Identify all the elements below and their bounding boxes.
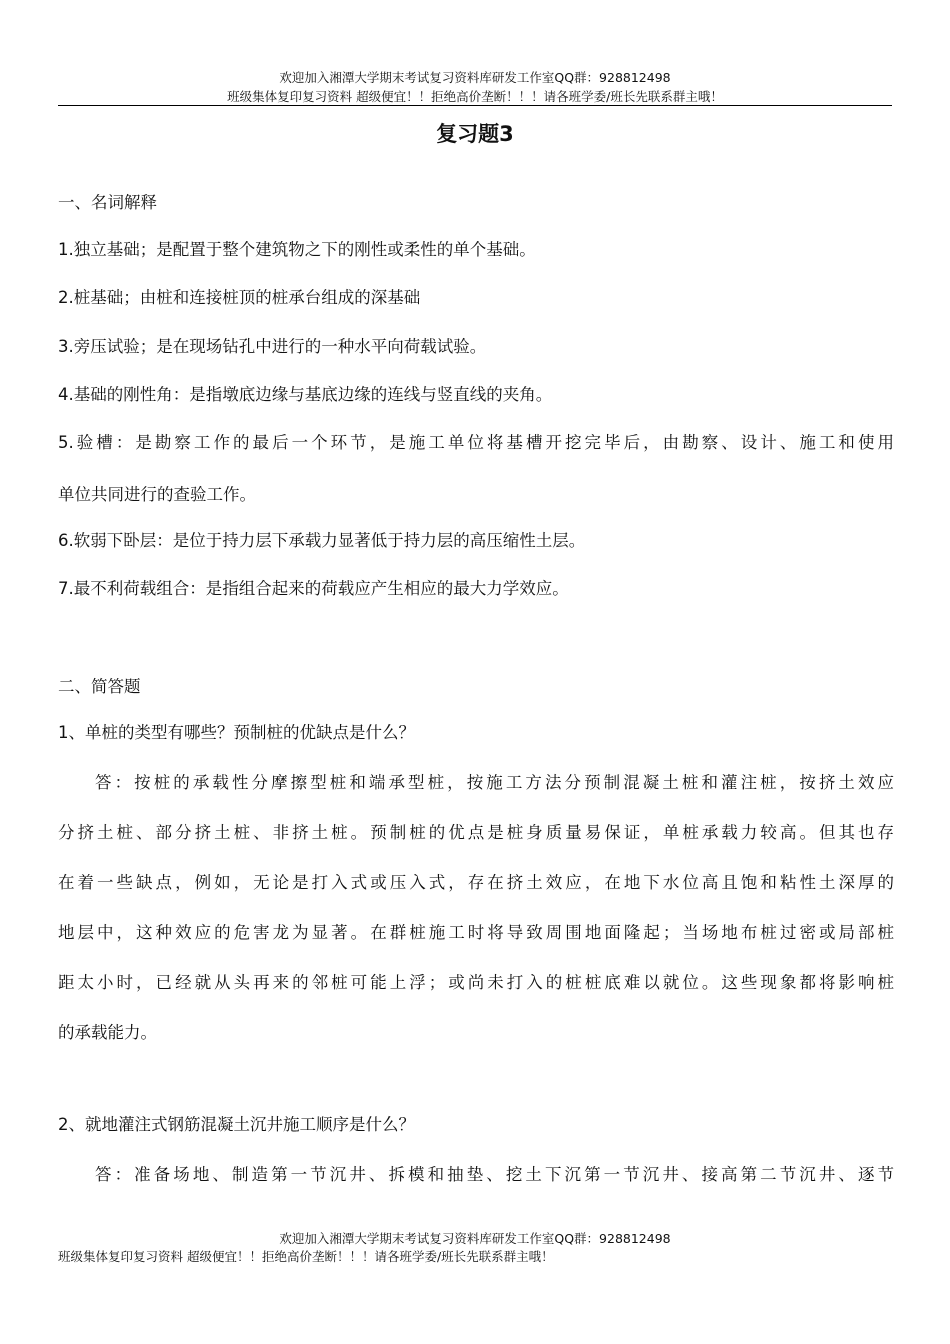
- question-1: 1、单桩的类型有哪些？预制桩的优缺点是什么？: [58, 723, 415, 742]
- header-line-1: 欢迎加入湘潭大学期末考试复习资料库研发工作室QQ群：928812498: [279, 70, 671, 85]
- answer-1-line-1: 答：按桩的承载性分摩擦型桩和端承型桩，按施工方法分预制混凝土桩和灌注桩，按挤土效应: [95, 773, 894, 792]
- definition-item-7: 7.最不利荷载组合：是指组合起来的荷载应产生相应的最大力学效应。: [58, 579, 569, 598]
- section-heading-definitions: 一、名词解释: [58, 193, 157, 212]
- page-header: [58, 68, 892, 106]
- answer-1-line-6: 的承载能力。: [58, 1023, 157, 1042]
- answer-1-line-4: 地层中，这种效应的危害龙为显著。在群桩施工时将导致周围地面隆起；当场地布桩过密或局部桩: [58, 923, 894, 942]
- answer-2-line-1: 答：准备场地、制造第一节沉井、拆模和抽垫、挖土下沉第一节沉井、接高第二节沉井、逐节: [95, 1165, 894, 1184]
- definition-item-5-cont: 单位共同进行的查验工作。: [58, 485, 256, 504]
- header-line-2: 班级集体复印复习资料 超级便宜！！拒绝高价垄断！！！请各班学委/班长先联系群主哦！: [227, 89, 723, 104]
- answer-1-line-2: 分挤土桩、部分挤土桩、非挤土桩。预制桩的优点是桩身质量易保证，单桩承载力较高。但其也存: [58, 823, 894, 842]
- answer-1-line-5: 距太小时，已经就从头再来的邻桩可能上浮；或尚未打入的桩桩底难以就位。这些现象都将影响桩: [58, 973, 894, 992]
- answer-1-line-3: 在着一些缺点，例如，无论是打入式或压入式，存在挤土效应，在地下水位高且饱和粘性土深厚的: [58, 873, 894, 892]
- definition-item-6: 6.软弱下卧层：是位于持力层下承载力显著低于持力层的高压缩性土层。: [58, 531, 586, 550]
- footer-line-1: 欢迎加入湘潭大学期末考试复习资料库研发工作室QQ群：928812498: [279, 1231, 671, 1246]
- header-divider: [58, 105, 892, 106]
- question-2: 2、就地灌注式钢筋混凝土沉井施工顺序是什么？: [58, 1115, 415, 1134]
- definition-item-5: 5.验槽：是勘察工作的最后一个环节，是施工单位将基槽开挖完毕后，由勘察、设计、施工和使用: [58, 433, 894, 452]
- page-title: 复习题3: [436, 122, 514, 146]
- section-heading-short-answer: 二、简答题: [58, 677, 141, 696]
- definition-item-1: 1.独立基础；是配置于整个建筑物之下的刚性或柔性的单个基础。: [58, 240, 536, 259]
- definition-item-2: 2.桩基础；由桩和连接桩顶的桩承台组成的深基础: [58, 288, 421, 307]
- definition-item-4: 4.基础的刚性角：是指墩底边缘与基底边缘的连线与竖直线的夹角。: [58, 385, 553, 404]
- definition-item-3: 3.旁压试验；是在现场钻孔中进行的一种水平向荷载试验。: [58, 337, 487, 356]
- footer-line-2: 班级集体复印复习资料 超级便宜！！拒绝高价垄断！！！请各班学委/班长先联系群主哦！: [58, 1249, 554, 1264]
